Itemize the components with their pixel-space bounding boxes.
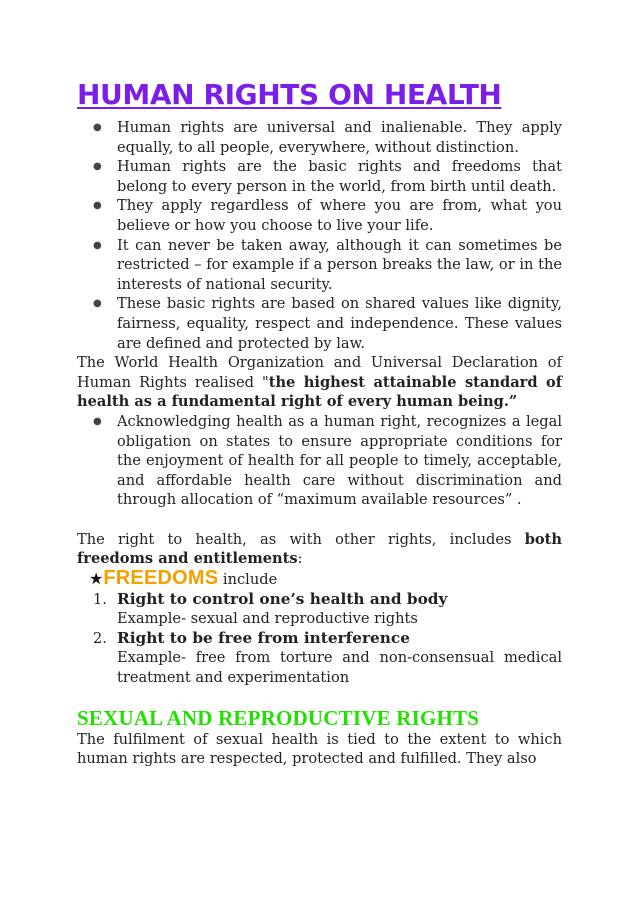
list-item-example: Example- sexual and reproductive rights (117, 610, 418, 628)
list-number: 2. (93, 629, 107, 647)
list-item: ● These basic rights are based on shared values like dignity, fairness, equality, respect and independence. These values are defined and protected by law. (117, 294, 562, 353)
bullet-list-obligation (77, 412, 562, 510)
list-item: ● Acknowledging health as a human right, recognizes a legal obligation on states to ensure appropriate conditions for the enjoyment of health for all people to timely, acceptable, and affordable health care without discrimination and through allocation of “maximum available resources” . (117, 412, 562, 510)
list-item: ● It can never be taken away, although it can sometimes be restricted – for example if a person breaks the law, or in the interests of national security. (117, 236, 562, 295)
list-item-heading: Right to control one’s health and body (117, 589, 448, 608)
list-item: ● Human rights are the basic rights and freedoms that belong to every person in the world, from birth until death. (117, 157, 562, 196)
paragraph-who-text: The World Health Organization and Universal Declaration of Human Rights realised " (77, 354, 562, 391)
freedoms-label: FREEDOMS (103, 567, 219, 590)
list-item (93, 628, 562, 688)
list-item: ● Human rights are universal and inalienable. They apply equally, to all people, everywhere, without distinction. (117, 118, 562, 157)
list-item (93, 589, 562, 629)
paragraph-who (77, 353, 562, 412)
section-title: SEXUAL AND REPRODUCTIVE RIGHTS (77, 705, 480, 730)
freedoms-heading (77, 569, 562, 590)
paragraph-sexual-health: The fulfilment of sexual health is tied to the extent to which human rights are respected, protected and fulfilled. They also (77, 730, 562, 768)
star-icon: ★ (89, 569, 104, 589)
paragraph-right-to-health (77, 530, 562, 569)
paragraph-right-bold: both freedoms and entitlements (77, 530, 562, 568)
numbered-list-freedoms (77, 590, 562, 688)
list-number: 1. (93, 590, 107, 608)
page-title: HUMAN RIGHTS ON HEALTH (77, 78, 502, 111)
list-item-heading: Right to be free from interference (117, 628, 410, 647)
paragraph-right-tail: : (297, 550, 303, 568)
paragraph-who-bold: the highest attainable standard of health as a fundamental right of every human being.” (77, 373, 563, 411)
freedoms-suffix: include (218, 571, 278, 589)
bullet-list-principles (77, 118, 562, 353)
spacer (77, 510, 562, 530)
list-item: ● They apply regardless of where you are from, what you believe or how you choose to live your life. (117, 196, 562, 235)
list-item-example: Example- free from torture and non-consensual medical treatment and experimentation (117, 649, 562, 687)
paragraph-right-text: The right to health, as with other rights, includes (77, 530, 525, 548)
